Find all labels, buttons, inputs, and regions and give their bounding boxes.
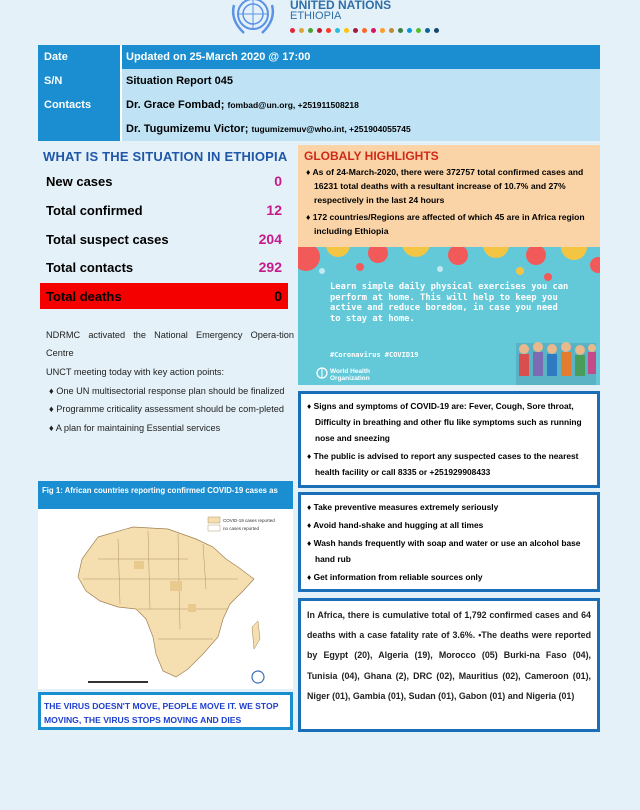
- sdg-dot: [308, 28, 313, 33]
- poster-hashtags: #Coronavirus #COVID19: [330, 351, 419, 359]
- contacts-label: Contacts: [38, 93, 122, 141]
- bullet-icon: ♦: [49, 385, 57, 396]
- bullet-icon: ♦: [49, 422, 56, 433]
- date-row: [38, 45, 600, 69]
- stat-value: 0: [274, 173, 282, 189]
- org-line1: UNITED NATIONS: [290, 0, 392, 12]
- prevention-item: ♦ Take preventive measures extremely seriously: [307, 502, 499, 512]
- unct-text: UNCT meeting today with key action points:: [46, 367, 225, 377]
- sdg-dot: [353, 28, 358, 33]
- prevention-item: ♦ Avoid hand-shake and hugging at all times: [307, 520, 484, 530]
- org-line2: ETHIOPIA: [290, 10, 342, 22]
- who-logo-text: World Health Organization: [330, 368, 370, 382]
- ndrmc-text: NDRMC activated the National Emergency Opera-tion Centre: [46, 330, 294, 358]
- sdg-dot: [344, 28, 349, 33]
- action-item: ♦ Programme criticality assessment should be com-pleted: [49, 404, 284, 414]
- stat-label: Total contacts: [46, 259, 134, 275]
- sn-row: [38, 69, 600, 93]
- sdg-dot: [299, 28, 304, 33]
- sdg-dot: [416, 28, 421, 33]
- exercise-poster: [298, 247, 600, 385]
- un-emblem-icon: [222, 0, 284, 38]
- bullet-icon: ♦: [307, 572, 314, 582]
- bullet-icon: ♦: [307, 451, 314, 461]
- contact1-name: Dr. Grace Fombad;: [126, 99, 225, 111]
- who-emblem-icon: [252, 671, 264, 683]
- sn-value: Situation Report 045: [126, 75, 233, 87]
- poster-message: Learn simple daily physical exercises you can perform at home. This will help to keep you active and reduce boredom, in case you need to stay at home.: [330, 282, 569, 324]
- org-name: [290, 0, 391, 23]
- stat-label: New cases: [46, 173, 113, 189]
- sdg-dot: [389, 28, 394, 33]
- sdg-dot: [380, 28, 385, 33]
- stat-label: Total confirmed: [46, 202, 143, 218]
- contact2-name: Dr. Tugumizemu Victor;: [126, 123, 249, 135]
- legend-no-cases-label: no cases reported: [223, 526, 260, 531]
- stat-value: 0: [274, 288, 282, 304]
- sdg-dot: [317, 28, 322, 33]
- bullet-icon: ♦: [307, 538, 314, 548]
- stat-new-cases: [40, 168, 288, 194]
- situation-title: WHAT IS THE SITUATION IN ETHIOPIA: [43, 149, 288, 164]
- people-illustration-icon: [516, 342, 596, 385]
- stat-label: Total deaths: [46, 288, 122, 304]
- africa-shape-icon: [78, 527, 254, 677]
- prevention-item: ♦ Wash hands frequently with soap and water or use an alcohol base hand rub: [307, 538, 581, 564]
- prevention-item: ♦ Get information from reliable sources only: [307, 572, 483, 582]
- sdg-dot: [371, 28, 376, 33]
- bullet-icon: ♦: [306, 212, 313, 222]
- contact2-detail: tugumizemuv@who.int, +251904055745: [251, 124, 411, 134]
- action-item: ♦ A plan for maintaining Essential services: [49, 422, 221, 433]
- stat-label: Total suspect cases: [46, 231, 169, 247]
- action-item: ♦ One UN multisectorial response plan should be finalized: [49, 385, 285, 396]
- who-emblem-icon: [316, 367, 328, 379]
- bullet-icon: ♦: [307, 502, 314, 512]
- stat-total-deaths: [40, 283, 288, 309]
- bullet-icon: ♦: [307, 401, 314, 411]
- legend-cases-label: COVID-19 cases reported: [223, 518, 275, 523]
- contacts-row: [38, 93, 600, 141]
- sdg-dot: [326, 28, 331, 33]
- bullet-icon: ♦: [49, 404, 57, 414]
- virus-banner: THE VIRUS DOESN'T MOVE, PEOPLE MOVE IT. WE STOP MOVING, THE VIRUS STOPS MOVING AND DIES: [38, 692, 293, 730]
- symptom-item: ♦ The public is advised to report any suspected cases to the nearest health facility or call 8335 or +251929908433: [307, 451, 579, 477]
- symptoms-box: [298, 391, 600, 488]
- date-label: Date: [38, 45, 122, 69]
- sdg-dot: [362, 28, 367, 33]
- sn-label: S/N: [38, 69, 122, 93]
- africa-summary: In Africa, there is cumulative total of 1,792 confirmed cases and 64 deaths with a case fatality rate of 3.6%. •The deaths were reported by Egypt (20), Algeria (19), Morocco (05) Burki-na Faso (04), Tunisia (04), Ghana (2), DRC (02), Mauritius (02), Cameroon (01), Niger (01), Gambia (01), Sudan (01), Gabon (01) and Nigeria (01): [298, 598, 600, 732]
- global-item: ♦ 172 countries/Regions are affected of which 45 are in Africa region including Ethiopia: [306, 212, 585, 236]
- africa-map: [38, 509, 293, 689]
- figure-caption: Fig 1: African countries reporting confirmed COVID-19 cases as: [38, 481, 293, 509]
- sdg-dot: [398, 28, 403, 33]
- symptom-item: ♦ Signs and symptoms of COVID-19 are: Fever, Cough, Sore throat, Difficulty in breathing and other flu like symptoms such as running nose and sneezing: [307, 401, 582, 443]
- contact1-detail: fombad@un.org, +251911508218: [227, 100, 359, 110]
- stat-value: 12: [266, 202, 282, 218]
- sdg-dot: [407, 28, 412, 33]
- action-points: [46, 327, 294, 437]
- stat-total-confirmed: [40, 197, 288, 223]
- sdg-dot: [290, 28, 295, 33]
- global-item: ♦ As of 24-March-2020, there were 372757 total confirmed cases and 16231 total deaths with a resultant increase of 10.7% and 27% respectively in the last 24 hours: [306, 167, 584, 205]
- date-value: Updated on 25-March 2020 @ 17:00: [126, 51, 311, 63]
- sdg-dot: [434, 28, 439, 33]
- sdg-dots: [290, 28, 439, 33]
- stat-value: 292: [258, 259, 282, 275]
- global-highlights: [298, 145, 600, 247]
- stat-total-contacts: [40, 254, 288, 280]
- stat-value: 204: [258, 231, 282, 247]
- bullet-icon: ♦: [306, 167, 313, 177]
- prevention-box: [298, 492, 600, 592]
- global-title: GLOBALY HIGHLIGHTS: [304, 149, 439, 163]
- stat-total-suspect: [40, 226, 288, 252]
- bullet-icon: ♦: [307, 520, 314, 530]
- sdg-dot: [335, 28, 340, 33]
- sdg-dot: [425, 28, 430, 33]
